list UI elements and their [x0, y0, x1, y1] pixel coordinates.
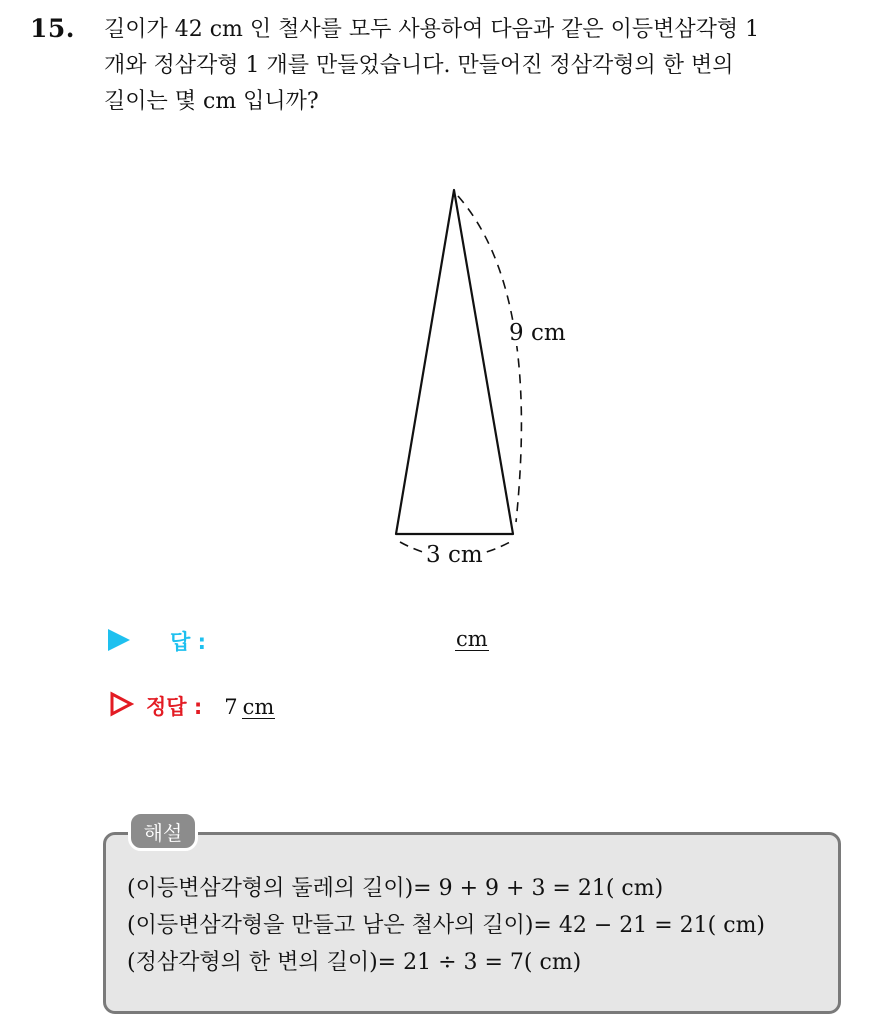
triangle-diagram	[370, 180, 600, 580]
side-length-label: 9 cm	[509, 320, 566, 346]
question-number: 15.	[30, 14, 75, 43]
correct-answer-unit: cm	[242, 695, 275, 719]
play-triangle-icon	[108, 629, 130, 651]
outline-triangle-icon	[108, 691, 134, 721]
question-line: 길이는 몇 cm 입니까?	[104, 89, 319, 114]
question-text	[104, 12, 864, 120]
correct-answer-label: 정답 :	[146, 695, 203, 719]
explanation-line: (이등변삼각형을 만들고 남은 철사의 길이)= 42 − 21 = 21( cm)	[127, 913, 766, 938]
isosceles-triangle-figure	[370, 180, 600, 580]
answer-unit: cm	[456, 627, 488, 651]
explanation-line: (이등변삼각형의 둘레의 길이)= 9 + 9 + 3 = 21( cm)	[127, 876, 664, 901]
explanation-line: (정삼각형의 한 변의 길이)= 21 ÷ 3 = 7( cm)	[127, 950, 582, 975]
explanation-lines	[127, 870, 765, 981]
correct-answer-value: 7	[224, 695, 238, 719]
correct-answer-row	[108, 688, 275, 721]
answer-row	[108, 626, 206, 656]
question-line: 개와 정삼각형 1 개를 만들었습니다. 만들어진 정삼각형의 한 변의	[104, 53, 734, 78]
answer-label: 답 :	[170, 630, 206, 654]
isosceles-triangle	[396, 190, 513, 534]
explanation-title: 해설	[128, 811, 198, 851]
question-line: 길이가 42 cm 인 철사를 모두 사용하여 다음과 같은 이등변삼각형 1	[104, 17, 760, 42]
side-length-dashed-arc	[458, 196, 521, 522]
base-length-label: 3 cm	[426, 542, 483, 568]
